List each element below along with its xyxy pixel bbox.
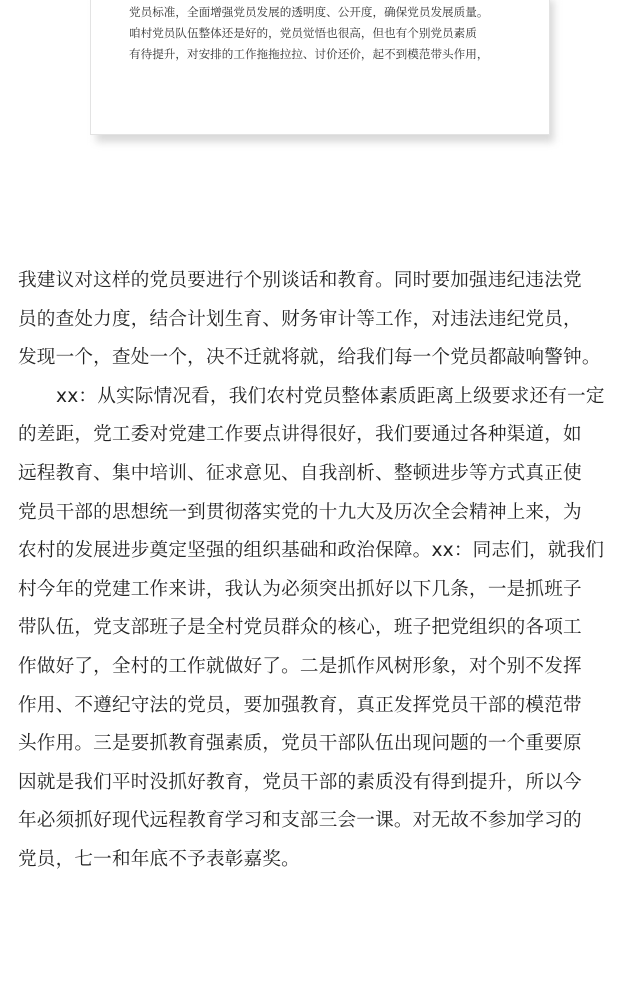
body-line: 村今年的党建工作来讲，我认为必须突出抓好以下几条，一是抓班子: [18, 578, 582, 600]
body-line: 员的查处力度，结合计划生育、财务审计等工作，对违法违纪党员，: [18, 308, 582, 330]
body-line: 的差距，党工委对党建工作要点讲得很好，我们要通过各种渠道，如: [18, 424, 582, 446]
article-body: [18, 262, 624, 880]
card-text-line: 咱村党员队伍整体还是好的，党员觉悟也很高，但也有个别党员素质: [129, 26, 477, 40]
card-text-line: 有待提升，对安排的工作拖拖拉拉、讨价还价，起不到模范带头作用，: [129, 47, 489, 61]
body-line: 党员，七一和年底不予表彰嘉奖。: [18, 848, 300, 870]
body-line: 年必须抓好现代远程教育学习和支部三会一课。对无故不参加学习的: [18, 810, 582, 832]
body-line: 农村的发展进步奠定坚强的组织基础和政治保障。xx：同志们，就我们: [18, 540, 605, 562]
body-line: xx：从实际情况看，我们农村党员整体素质距离上级要求还有一定: [56, 385, 605, 407]
body-line: 头作用。三是要抓教育强素质，党员干部队伍出现问题的一个重要原: [18, 733, 582, 755]
body-line: 发现一个，查处一个，决不迁就将就，给我们每一个党员都敲响警钟。: [18, 347, 601, 369]
body-line: 作用、不遵纪守法的党员，要加强教育，真正发挥党员干部的模范带: [18, 694, 582, 716]
body-line: 因就是我们平时没抓好教育，党员干部的素质没有得到提升，所以今: [18, 771, 582, 793]
body-line: 我建议对这样的党员要进行个别谈话和教育。同时要加强违纪违法党: [18, 270, 582, 291]
body-line: 党员干部的思想统一到贯彻落实党的十九大及历次全会精神上来，为: [18, 501, 582, 523]
document-preview-card: [90, 0, 550, 135]
card-text-line: 党员标准，全面增强党员发展的透明度、公开度，确保党员发展质量。: [129, 5, 489, 19]
body-line: 作做好了，全村的工作就做好了。二是抓作风树形象，对个别不发挥: [18, 655, 582, 677]
body-line: 远程教育、集中培训、征求意见、自我剖析、整顿进步等方式真正使: [18, 462, 582, 484]
body-line: 带队伍，党支部班子是全村党员群众的核心，班子把党组织的各项工: [18, 617, 582, 639]
